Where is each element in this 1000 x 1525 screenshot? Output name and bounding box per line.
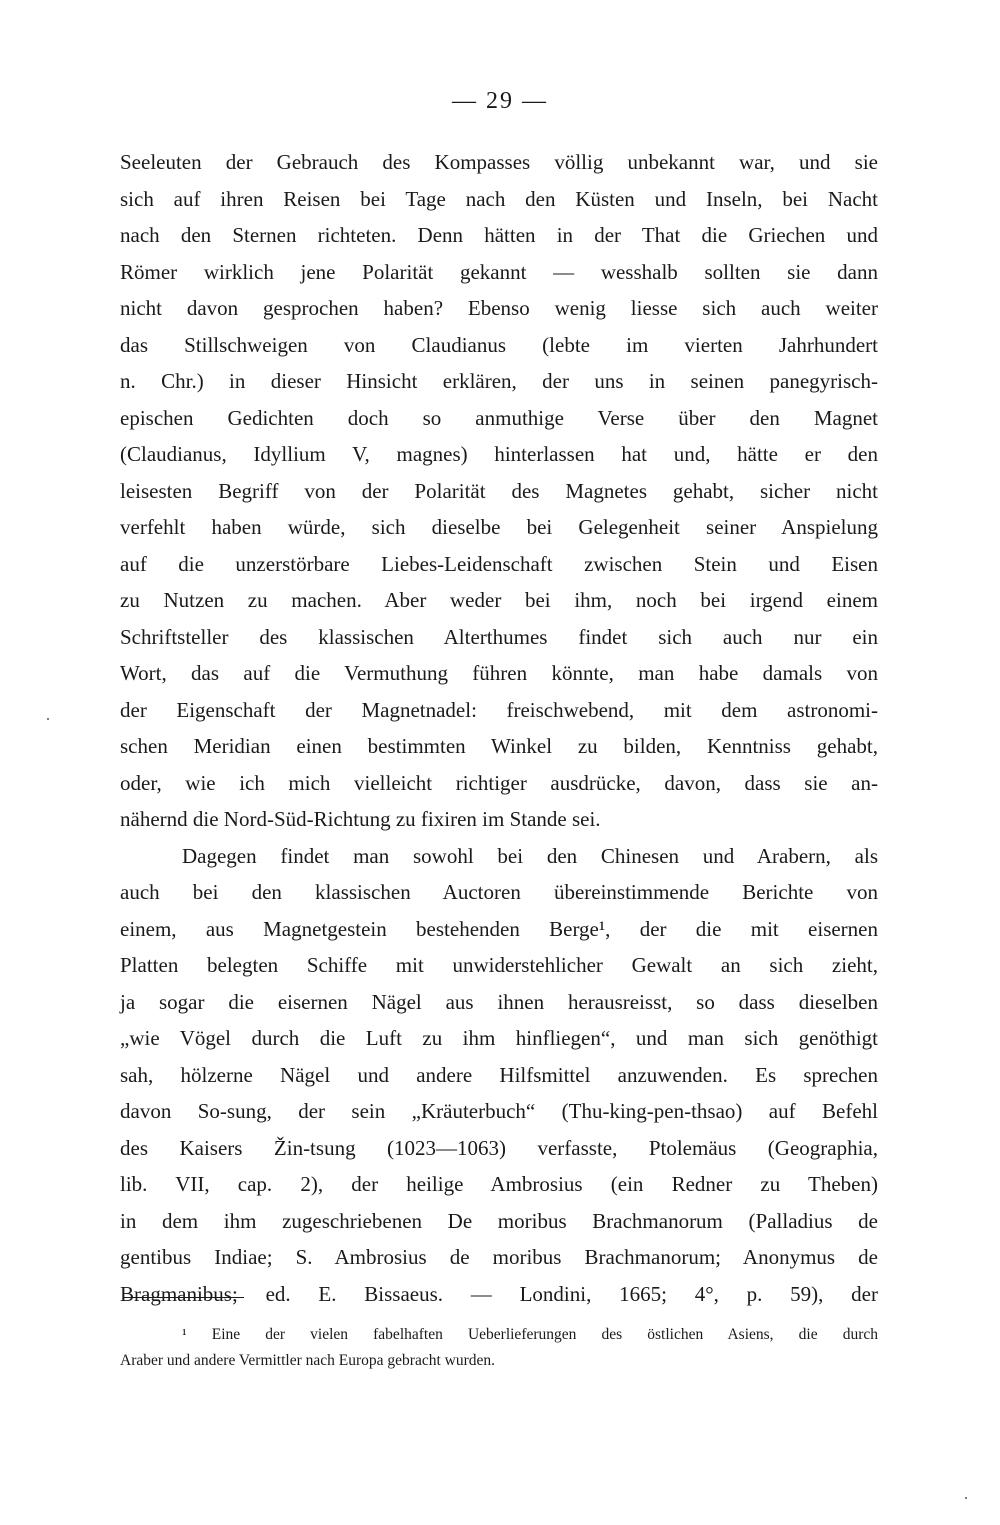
footnote-line: Araber und andere Vermittler nach Europa gebracht wurden. — [120, 1352, 495, 1369]
footnote-divider — [124, 1297, 244, 1298]
text-line: „wie Vögel durch die Luft zu ihm hinfliegen“, und man sich genöthigt — [120, 1026, 878, 1050]
text-line: der Eigenschaft der Magnetnadel: freischwebend, mit dem astronomi- — [120, 697, 878, 722]
body-text — [120, 144, 878, 1312]
text-line: zu Nutzen zu machen. Aber weder bei ihm, noch bei irgend einem — [120, 588, 878, 612]
text-line: ja sogar die eisernen Nägel aus ihnen herausreisst, so dass dieselben — [120, 989, 878, 1014]
text-line: Schriftsteller des klassischen Alterthumes findet sich auch nur ein — [120, 624, 878, 649]
scan-speck — [965, 1497, 967, 1499]
text-line: Platten belegten Schiffe mit unwiderstehlicher Gewalt an sich zieht, — [120, 953, 878, 977]
text-line: n. Chr.) in dieser Hinsicht erklären, der uns in seinen panegyrisch- — [120, 369, 878, 393]
text-line: (Claudianus, Idyllium V, magnes) hinterlassen hat und, hätte er den — [120, 442, 878, 466]
text-line: sich auf ihren Reisen bei Tage nach den Küsten und Inseln, bei Nacht — [120, 186, 878, 211]
text-line: nach den Sternen richteten. Denn hätten in der That die Griechen und — [120, 223, 878, 247]
footnotes — [120, 1322, 878, 1374]
text-line: auch bei den klassischen Auctoren übereinstimmende Berichte von — [120, 880, 878, 904]
text-line: in dem ihm zugeschriebenen De moribus Brachmanorum (Palladius de — [120, 1208, 878, 1233]
text-line: lib. VII, cap. 2), der heilige Ambrosius (ein Redner zu Theben) — [120, 1172, 878, 1196]
text-line: epischen Gedichten doch so anmuthige Verse über den Magnet — [120, 405, 878, 430]
text-line: Römer wirklich jene Polarität gekannt — wesshalb sollten sie dann — [120, 259, 878, 284]
text-line: Wort, das auf die Vermuthung führen könnte, man habe damals von — [120, 661, 878, 685]
text-line: davon So-sung, der sein „Kräuterbuch“ (Thu-king-pen-thsao) auf Befehl — [120, 1099, 878, 1123]
text-line: sah, hölzerne Nägel und andere Hilfsmittel anzuwenden. Es sprechen — [120, 1062, 878, 1087]
text-line: des Kaisers Žin-tsung (1023—1063) verfasste, Ptolemäus (Geographia, — [120, 1135, 878, 1160]
paragraph-first-line: Dagegen findet man sowohl bei den Chinesen und Arabern, als — [182, 843, 878, 868]
text-line: einem, aus Magnetgestein bestehenden Berge¹, der die mit eisernen — [120, 916, 878, 941]
scan-speck — [47, 718, 49, 720]
text-line: Seeleuten der Gebrauch des Kompasses völlig unbekannt war, und sie — [120, 150, 878, 174]
text-line: gentibus Indiae; S. Ambrosius de moribus Brachmanorum; Anonymus de — [120, 1245, 878, 1269]
text-line: oder, wie ich mich vielleicht richtiger ausdrücke, davon, dass sie an- — [120, 770, 878, 795]
footnote-line: ¹ Eine der vielen fabelhaften Ueberlieferungen des östlichen Asiens, die durch — [182, 1326, 878, 1343]
text-line: verfehlt haben würde, sich dieselbe bei Gelegenheit seiner Anspielung — [120, 515, 878, 539]
text-line: nicht davon gesprochen haben? Ebenso wenig liesse sich auch weiter — [120, 296, 878, 320]
text-line: leisesten Begriff von der Polarität des Magnetes gehabt, sicher nicht — [120, 478, 878, 503]
page-number: — 29 — — [452, 88, 548, 114]
text-line: das Stillschweigen von Claudianus (lebte im vierten Jahrhundert — [120, 332, 878, 357]
text-line: schen Meridian einen bestimmten Winkel zu bilden, Kenntniss gehabt, — [120, 734, 878, 758]
paragraph-last-line: nähernd die Nord-Süd-Richtung zu fixiren im Stande sei. — [120, 807, 601, 831]
text-line: Bragmanibus; ed. E. Bissaeus. — Londini, 1665; 4°, p. 59), der — [120, 1281, 878, 1306]
text-line: auf die unzerstörbare Liebes-Leidenschaft zwischen Stein und Eisen — [120, 551, 878, 576]
